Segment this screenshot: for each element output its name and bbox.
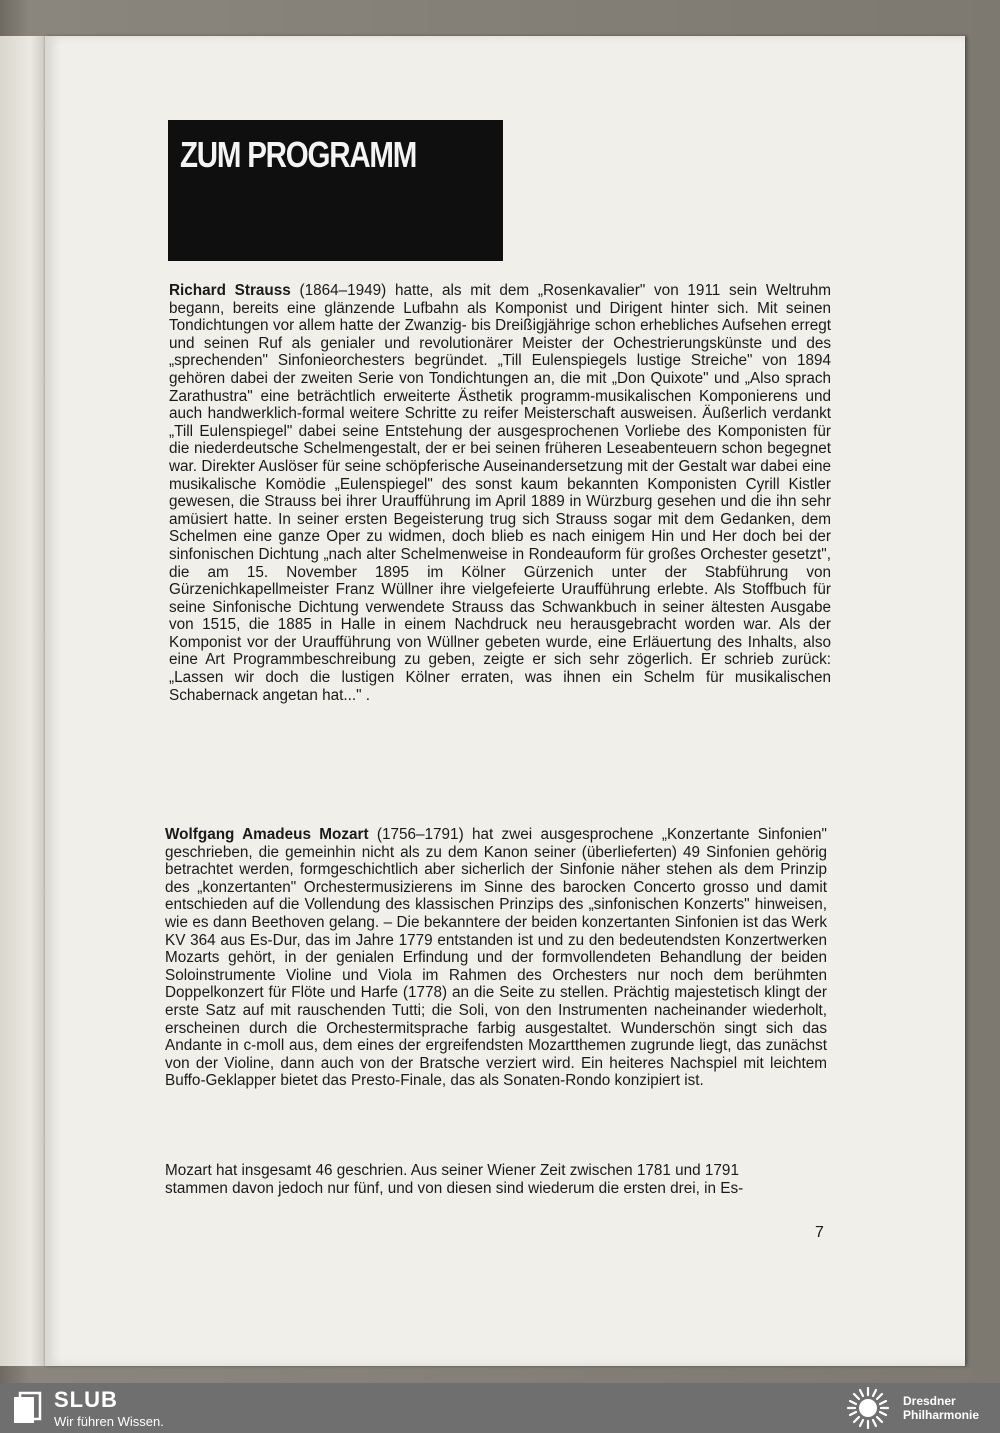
footer-bar (0, 1383, 1000, 1433)
partner-name-line2: Philharmonie (903, 1408, 980, 1422)
document-page (44, 36, 965, 1366)
partner-name (903, 1394, 979, 1422)
library-tagline: Wir führen Wissen. (54, 1414, 164, 1429)
paragraph-strauss (169, 282, 831, 704)
library-name: SLUB (54, 1387, 118, 1412)
paragraph-lead: Wolfgang Amadeus Mozart (165, 826, 369, 843)
paragraph-text: (1756–1791) hat zwei ausgesprochene „Konzertante Sinfonien" geschrieben, die gemeinhin nicht als zu dem Kanon seiner (überlieferten) 49 Sinfonien gehörig betrachtet werden, formgeschichtlich aber sicherlich der Sinfonie näher stehen als dem Prinzip des „konzertanten" Orchestermusizierens im Sinne des barocken Concerto grosso und damit entschieden auf die Vollendung des klassischen Prinzips des „sinfonischen Konzerts" hinweisen, wie es dann Beethoven gelang. – Die bekanntere der beiden konzertanten Sinfonien ist das Werk KV 364 aus Es-Dur, das im Jahre 1779 entstanden ist und zu den bedeutendsten Konzertwerken Mozarts gehört, in der genialen Erfindung und der formvollendeten Behandlung der beiden Soloinstrumente Violine und Viola im Rahmen des Orchesters nur noch dem berühmten Doppelkonzert für Flöte und Harfe (1778) an die Seite zu stellen. Prächtig majestetisch klingt der erste Satz auf mit rauschenden Tutti; die Soli, von den Instrumenten nacheinander wiederholt, erscheinen durch die Orchestermitsprache farbig ausgestaltet. Wunderschön singt sich das Andante in c-moll aus, dem eines der ergreifendsten Mozartthemen zugrunde liegt, das zunächst von der Violine, dann auch von der Bratsche verziert wird. Ein heiteres Nachspiel mit leichtem Buffo-Geklapper bietet das Presto-Finale, das als Sonaten-Rondo konzipiert ist. (165, 826, 827, 1090)
left-page-edge (0, 36, 44, 1366)
section-title-block (168, 120, 503, 261)
paragraph-mozart-continued-line1: Mozart hat insgesamt 46 geschrien. Aus seiner Wiener Zeit zwischen 1781 und 1791 (165, 1162, 739, 1179)
paragraph-mozart-continued-line2: stammen davon jedoch nur fünf, und von diesen sind wiederum die ersten drei, in Es- (165, 1180, 744, 1197)
paragraph-text: (1864–1949) hatte, als mit dem „Rosenkavalier" von 1911 sein Weltruhm begann, bereits eine glänzende Lufbahn als Komponist und Dirigent hinter sich. Mit seinen Tondichtungen vor allem hatte der Zwanzig- bis Dreißigjährige schon erhebliches Aufsehen erregt und seinen Ruf als genialer und revolutionärer Meister der Ochestrierungskünste und des „sprechenden" Sinfonieorchesters begründet. „Till Eulenspiegels lustige Streiche" von 1894 gehören dabei der zweiten Serie von Tondichtungen an, die mit „Don Quixote" und „Also sprach Zarathustra" eine beträchtlich erweiterte Ästhetik programm-musikalischen Komponierens und auch handwerklich-formal weitere Schritte zu reifer Meisterschaft ausweisen. Äußerlich verdankt „Till Eulenspiegel" dabei seine Entstehung der ausgesprochenen Vorliebe des Komponisten für die niederdeutsche Schelmengestalt, der er bei seinen früheren Leseabenteuern schon begegnet war. Direkter Auslöser für seine schöpferische Auseinandersetzung mit der Gestalt war dabei eine musikalische Komödie „Eulenspiegel" des sonst kaum bekannten Komponisten Cyrill Kistler gewesen, die Strauss bei ihrer Uraufführung im April 1889 in Würzburg gesehen und die ihn sehr amüsiert hatte. In seiner ersten Begeisterung trug sich Strauss sogar mit dem Gedanken, dem Schelmen eine ganze Oper zu widmen, doch blieb es nach einigem Hin und Her doch bei der sinfonischen Dichtung „nach alter Schelmenweise in Rondeauform für großes Orchester gesetzt", die am 15. November 1895 im Kölner Gürzenich unter der Stabführung von Gürzenichkapellmeister Franz Wüllner ihre vielgefeierte Uraufführung erlebte. Als Stoffbuch für seine Sinfonische Dichtung verwendete Strauss das Schwankbuch in seiner ältesten Ausgabe von 1515, die 1885 in Halle in einem Nachdruck neu herausgebracht worden war. Als der Komponist vor der Uraufführung von Wüllner gebeten wurde, eine Erläuertung des Inhalts, also eine Art Programmbeschreibung zu geben, zeigte er sich sehr zögerlich. Er schrieb zurück: „Lassen wir doch die lustigen Kölner erraten, was ihnen ein Schelm für musikalischen Schabernack angetan hat..." . (169, 282, 831, 704)
section-title: ZUM PROGRAMM (180, 134, 417, 175)
page-number: 7 (815, 1224, 824, 1241)
paragraph-lead: Richard Strauss (169, 282, 291, 299)
partner-name-line1: Dresdner (903, 1394, 956, 1408)
paragraph-mozart (165, 826, 827, 1090)
slub-logo-icon (12, 1391, 42, 1425)
philharmonie-logo-icon (842, 1386, 894, 1430)
